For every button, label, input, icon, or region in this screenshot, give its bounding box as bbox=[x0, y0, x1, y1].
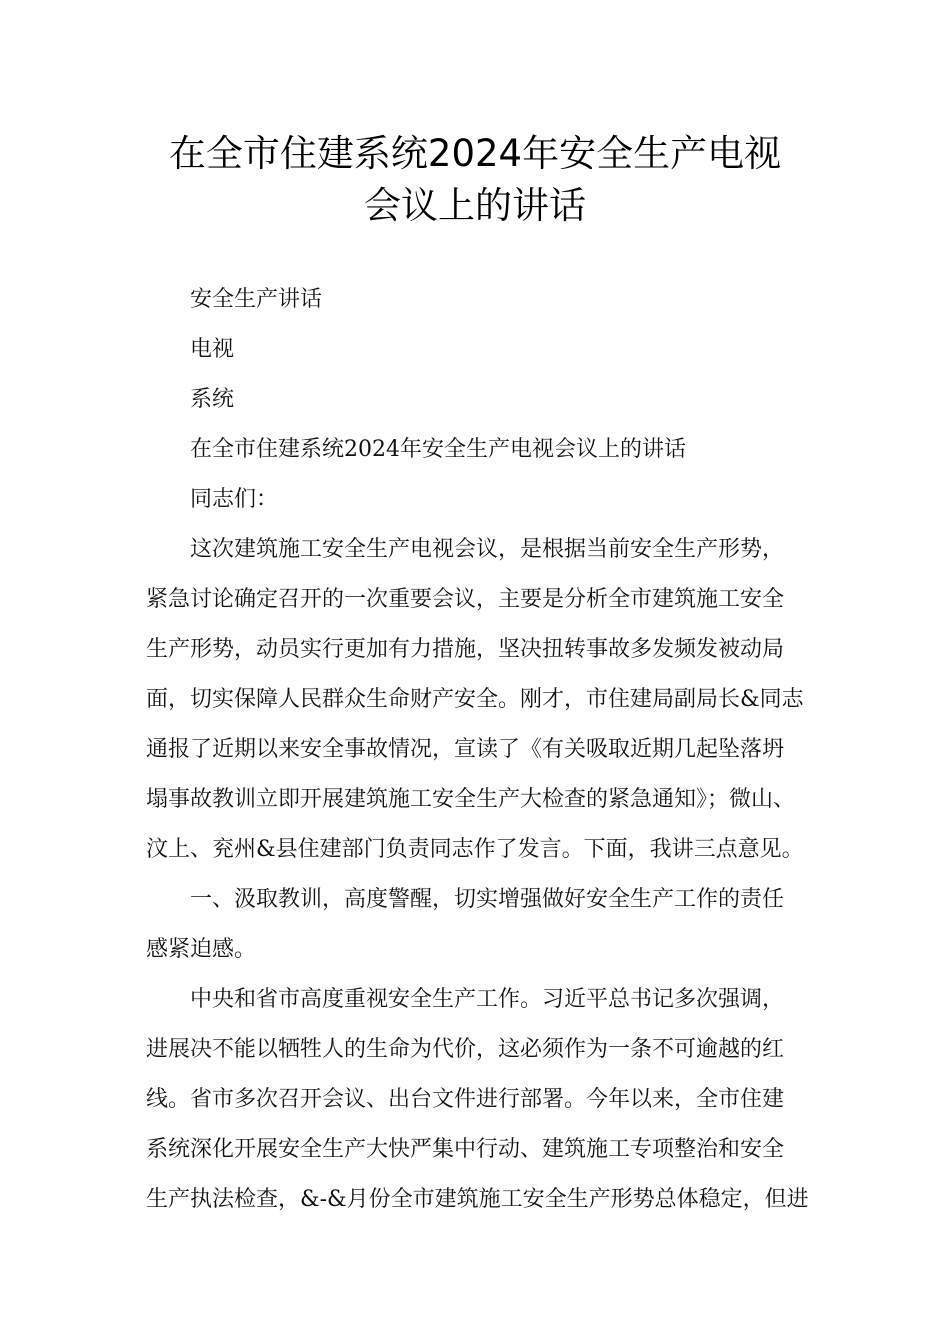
keyword-2: 电视 bbox=[190, 337, 235, 362]
subtitle: 在全市住建系统2024年安全生产电视会议上的讲话 bbox=[190, 437, 686, 462]
paragraph-line: 感紧迫感。 bbox=[146, 937, 257, 962]
document-title-line-1: 在全市住建系统2024年安全生产电视 bbox=[168, 132, 782, 175]
paragraph-line: 通报了近期以来安全事故情况，宣读了《有关吸取近期几起坠落坍 bbox=[146, 737, 785, 762]
paragraph-line: 紧急讨论确定召开的一次重要会议，主要是分析全市建筑施工安全 bbox=[146, 587, 785, 612]
paragraph-line: 塌事故教训立即开展建筑施工安全生产大检查的紧急通知》；微山、 bbox=[146, 787, 796, 812]
document-body bbox=[146, 285, 816, 1235]
paragraph-2-heading bbox=[146, 885, 816, 965]
paragraph-line: 面，切实保障人民群众生命财产安全。刚才，市住建局副局长&同志 bbox=[146, 687, 804, 712]
paragraph-line: 系统深化开展安全生产大快严集中行动、建筑施工专项整治和安全 bbox=[146, 1137, 785, 1162]
paragraph-line: 进展决不能以牺牲人的生命为代价，这必须作为一条不可逾越的红 bbox=[146, 1037, 785, 1062]
paragraph-line: 生产执法检查，&-&月份全市建筑施工安全生产形势总体稳定，但进 bbox=[146, 1187, 809, 1212]
paragraph-line: 线。省市多次召开会议、出台文件进行部署。今年以来，全市住建 bbox=[146, 1087, 785, 1112]
paragraph-line: 一、汲取教训，高度警醒，切实增强做好安全生产工作的责任 bbox=[190, 887, 785, 912]
paragraph-line: 生产形势，动员实行更加有力措施，坚决扭转事故多发频发被动局 bbox=[146, 637, 785, 662]
paragraph-line: 汶上、兖州&县住建部门负责同志作了发言。下面，我讲三点意见。 bbox=[146, 837, 804, 862]
keyword-3: 系统 bbox=[190, 387, 235, 412]
paragraph-line: 这次建筑施工安全生产电视会议，是根据当前安全生产形势， bbox=[190, 537, 785, 562]
paragraph-line: 中央和省市高度重视安全生产工作。习近平总书记多次强调， bbox=[190, 987, 785, 1012]
paragraph-1 bbox=[146, 535, 816, 865]
paragraph-3 bbox=[146, 985, 816, 1215]
salutation: 同志们： bbox=[190, 487, 279, 512]
document-title-line-2: 会议上的讲话 bbox=[364, 184, 586, 227]
keyword-1: 安全生产讲话 bbox=[190, 287, 323, 312]
